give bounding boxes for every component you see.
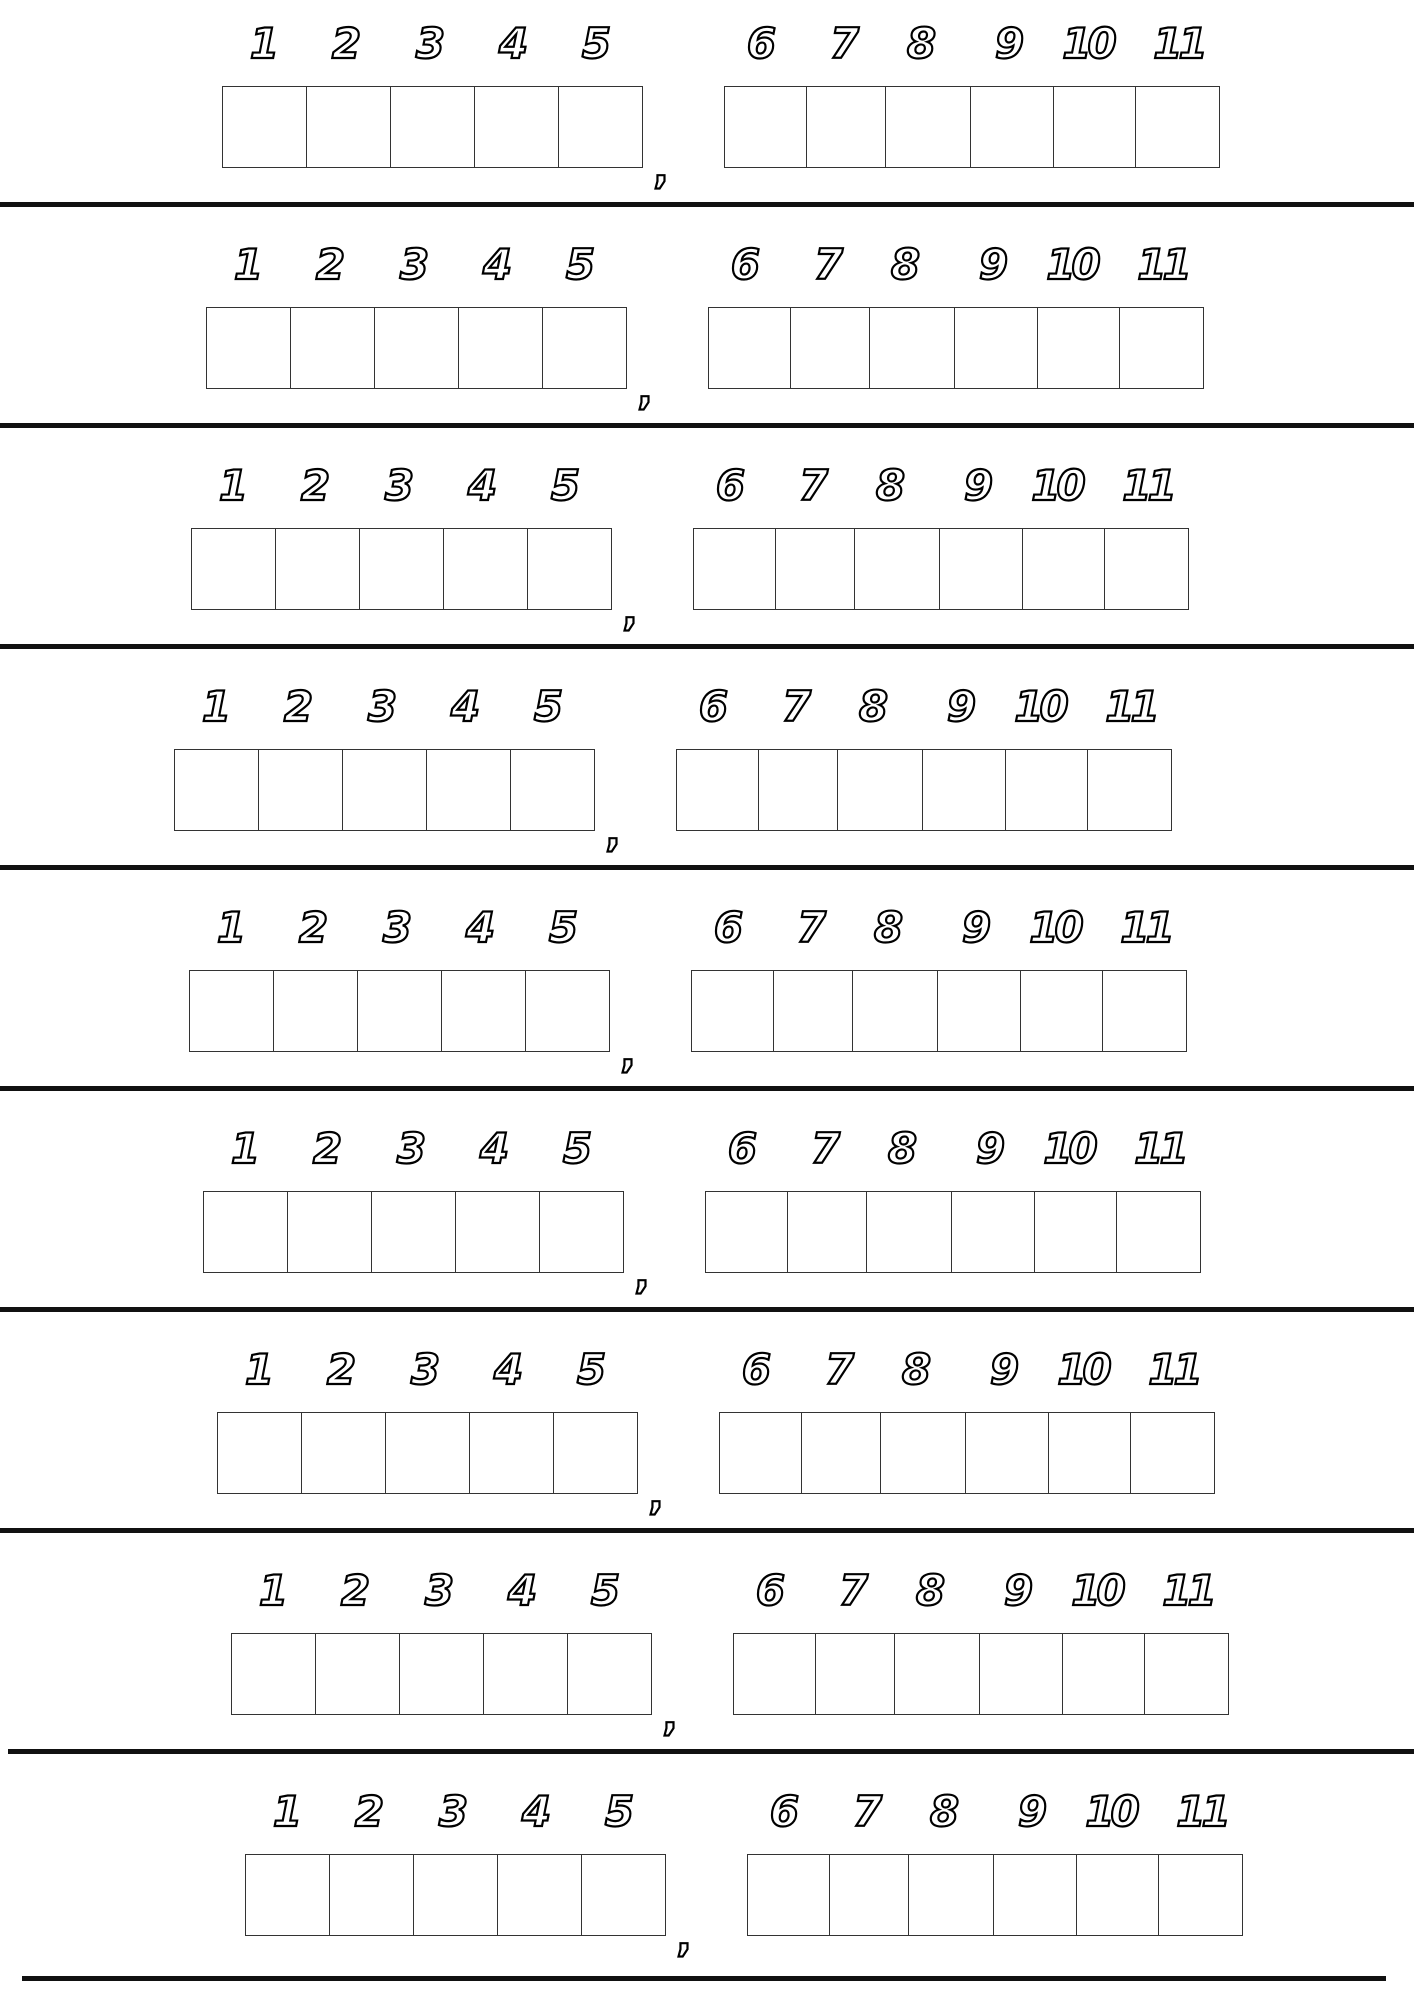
- row-separator-line: [0, 1307, 1414, 1312]
- digit-position-label: 4: [479, 1124, 508, 1173]
- digit-position-label: 11: [1176, 1787, 1227, 1836]
- row-separator-line: [0, 1086, 1414, 1091]
- digit-position-label: 10: [1046, 240, 1097, 289]
- digit-position-label: 4: [521, 1787, 550, 1836]
- digit-position-label: 8: [901, 1345, 930, 1394]
- worksheet-row: [0, 442, 1414, 663]
- digit-box[interactable]: [1144, 1633, 1229, 1715]
- digit-box[interactable]: [1102, 970, 1187, 1052]
- digit-box[interactable]: [1048, 1412, 1132, 1494]
- digit-box[interactable]: [806, 86, 887, 168]
- digit-position-label: 10: [1031, 461, 1082, 510]
- digit-box[interactable]: [1116, 1191, 1201, 1273]
- digit-position-label: 1: [216, 903, 245, 952]
- digit-position-label: 8: [887, 1124, 916, 1173]
- digit-position-label: 3: [367, 682, 396, 731]
- digit-box[interactable]: [773, 970, 854, 1052]
- digit-position-label: 2: [315, 240, 344, 289]
- digit-position-label: 1: [233, 240, 262, 289]
- digit-position-label: 10: [1071, 1566, 1122, 1615]
- digit-position-label: 5: [548, 903, 577, 952]
- digit-position-label: 11: [1134, 1124, 1185, 1173]
- digit-box[interactable]: [693, 528, 777, 610]
- digit-position-label: 1: [244, 1345, 273, 1394]
- digit-position-label: 4: [465, 903, 494, 952]
- digit-position-label: 9: [1017, 1787, 1046, 1836]
- worksheet-row: [0, 221, 1414, 442]
- digit-box[interactable]: [815, 1633, 896, 1715]
- digit-position-label: 1: [249, 19, 278, 68]
- digit-position-label: 3: [438, 1787, 467, 1836]
- digit-position-label: 6: [741, 1345, 770, 1394]
- digit-position-label: 7: [824, 1345, 853, 1394]
- digit-box[interactable]: [1135, 86, 1220, 168]
- decimal-part-group: [0, 221, 1414, 414]
- worksheet-row: [0, 1105, 1414, 1326]
- digit-box[interactable]: [951, 1191, 1036, 1273]
- digit-box[interactable]: [1119, 307, 1204, 389]
- worksheet-row: [0, 0, 1414, 221]
- decimal-part-group: [0, 884, 1414, 1077]
- digit-box[interactable]: [922, 749, 1007, 831]
- digit-position-label: 2: [300, 461, 329, 510]
- decimal-comma: ,: [676, 1915, 692, 1961]
- digit-box[interactable]: [837, 749, 924, 831]
- digit-position-label: 2: [354, 1787, 383, 1836]
- worksheet-row: [0, 1547, 1414, 1768]
- digit-box[interactable]: [1020, 970, 1104, 1052]
- digit-position-label: 11: [1137, 240, 1188, 289]
- digit-position-label: 11: [1122, 461, 1173, 510]
- decimal-part-group: [0, 1326, 1414, 1519]
- digit-box[interactable]: [854, 528, 941, 610]
- digit-box[interactable]: [954, 307, 1039, 389]
- digit-position-label: 7: [798, 461, 827, 510]
- digit-position-label: 6: [769, 1787, 798, 1836]
- digit-box[interactable]: [719, 1412, 803, 1494]
- row-separator-line: [0, 644, 1414, 649]
- digit-position-label: 2: [331, 19, 360, 68]
- digit-position-label: 7: [852, 1787, 881, 1836]
- digit-position-label: 8: [873, 903, 902, 952]
- digit-box[interactable]: [787, 1191, 868, 1273]
- decimal-comma: ,: [653, 147, 669, 193]
- digit-position-label: 4: [498, 19, 527, 68]
- digit-box[interactable]: [733, 1633, 817, 1715]
- digit-box[interactable]: [1034, 1191, 1118, 1273]
- digit-position-label: 9: [989, 1345, 1018, 1394]
- digit-position-label: 3: [384, 461, 413, 510]
- digit-box[interactable]: [1005, 749, 1089, 831]
- digit-box[interactable]: [908, 1854, 995, 1936]
- row-separator-line: [22, 1976, 1386, 1981]
- digit-box[interactable]: [937, 970, 1022, 1052]
- decimal-comma: ,: [622, 589, 638, 635]
- digit-position-label: 5: [590, 1566, 619, 1615]
- digit-position-label: 11: [1153, 19, 1204, 68]
- digit-box[interactable]: [993, 1854, 1078, 1936]
- digit-box[interactable]: [885, 86, 972, 168]
- decimal-comma: ,: [662, 1694, 678, 1740]
- digit-box[interactable]: [705, 1191, 789, 1273]
- digit-position-label: 6: [746, 19, 775, 68]
- worksheet-row: [0, 884, 1414, 1105]
- digit-position-label: 10: [1085, 1787, 1136, 1836]
- digit-position-label: 6: [698, 682, 727, 731]
- digit-position-label: 2: [326, 1345, 355, 1394]
- digit-box[interactable]: [1022, 528, 1106, 610]
- digit-box[interactable]: [880, 1412, 967, 1494]
- digit-box[interactable]: [852, 970, 939, 1052]
- decimal-comma: ,: [648, 1473, 664, 1519]
- digit-box[interactable]: [829, 1854, 910, 1936]
- digit-position-label: 5: [576, 1345, 605, 1394]
- digit-position-label: 3: [424, 1566, 453, 1615]
- digit-position-label: 7: [813, 240, 842, 289]
- worksheet-row: [0, 1768, 1414, 1989]
- digit-position-label: 8: [906, 19, 935, 68]
- decimal-comma: ,: [637, 368, 653, 414]
- digit-position-label: 6: [715, 461, 744, 510]
- digit-box[interactable]: [979, 1633, 1064, 1715]
- digit-position-label: 5: [562, 1124, 591, 1173]
- digit-position-label: 8: [915, 1566, 944, 1615]
- digit-position-label: 7: [838, 1566, 867, 1615]
- digit-box[interactable]: [866, 1191, 953, 1273]
- digit-position-label: 6: [727, 1124, 756, 1173]
- digit-position-label: 8: [890, 240, 919, 289]
- digit-position-label: 8: [875, 461, 904, 510]
- digit-position-label: 5: [533, 682, 562, 731]
- digit-box[interactable]: [1053, 86, 1137, 168]
- row-separator-line: [0, 865, 1414, 870]
- digit-position-label: 4: [467, 461, 496, 510]
- digit-position-label: 6: [730, 240, 759, 289]
- decimal-comma: ,: [634, 1252, 650, 1298]
- digit-position-label: 1: [201, 682, 230, 731]
- digit-position-label: 10: [1057, 1345, 1108, 1394]
- digit-position-label: 5: [581, 19, 610, 68]
- digit-box[interactable]: [1130, 1412, 1215, 1494]
- digit-box[interactable]: [894, 1633, 981, 1715]
- digit-position-label: 10: [1014, 682, 1065, 731]
- digit-box[interactable]: [869, 307, 956, 389]
- digit-box[interactable]: [801, 1412, 882, 1494]
- decimal-part-group: [0, 1547, 1414, 1740]
- digit-box[interactable]: [790, 307, 871, 389]
- decimal-part-group: [0, 442, 1414, 635]
- decimal-part-group: [0, 0, 1414, 193]
- digit-position-label: 6: [755, 1566, 784, 1615]
- digit-box[interactable]: [965, 1412, 1050, 1494]
- digit-position-label: 5: [565, 240, 594, 289]
- digit-position-label: 10: [1029, 903, 1080, 952]
- digit-box[interactable]: [676, 749, 760, 831]
- digit-position-label: 11: [1162, 1566, 1213, 1615]
- digit-position-label: 9: [975, 1124, 1004, 1173]
- digit-position-label: 7: [829, 19, 858, 68]
- digit-box[interactable]: [1037, 307, 1121, 389]
- digit-position-label: 11: [1148, 1345, 1199, 1394]
- worksheet-row: [0, 663, 1414, 884]
- digit-position-label: 1: [230, 1124, 259, 1173]
- digit-position-label: 2: [340, 1566, 369, 1615]
- digit-box[interactable]: [775, 528, 856, 610]
- digit-position-label: 7: [796, 903, 825, 952]
- digit-position-label: 5: [604, 1787, 633, 1836]
- row-separator-line: [0, 1528, 1414, 1533]
- digit-position-label: 1: [258, 1566, 287, 1615]
- digit-position-label: 9: [994, 19, 1023, 68]
- digit-position-label: 8: [858, 682, 887, 731]
- digit-position-label: 1: [272, 1787, 301, 1836]
- digit-position-label: 3: [399, 240, 428, 289]
- digit-position-label: 4: [482, 240, 511, 289]
- digit-box[interactable]: [747, 1854, 831, 1936]
- digit-box[interactable]: [1104, 528, 1189, 610]
- row-separator-line: [0, 423, 1414, 428]
- digit-position-label: 4: [450, 682, 479, 731]
- digit-box[interactable]: [939, 528, 1024, 610]
- digit-position-label: 4: [493, 1345, 522, 1394]
- digit-position-label: 3: [382, 903, 411, 952]
- decimal-comma: ,: [605, 810, 621, 856]
- digit-box[interactable]: [691, 970, 775, 1052]
- digit-position-label: 2: [298, 903, 327, 952]
- digit-position-label: 3: [396, 1124, 425, 1173]
- digit-position-label: 4: [507, 1566, 536, 1615]
- digit-box[interactable]: [708, 307, 792, 389]
- digit-position-label: 11: [1120, 903, 1171, 952]
- digit-box[interactable]: [758, 749, 839, 831]
- digit-position-label: 11: [1105, 682, 1156, 731]
- digit-position-label: 10: [1062, 19, 1113, 68]
- digit-position-label: 10: [1043, 1124, 1094, 1173]
- worksheet-row: [0, 1326, 1414, 1547]
- digit-position-label: 9: [963, 461, 992, 510]
- decimal-part-group: [0, 1768, 1414, 1961]
- digit-position-label: 2: [312, 1124, 341, 1173]
- decimal-part-group: [0, 663, 1414, 856]
- digit-position-label: 3: [410, 1345, 439, 1394]
- digit-box[interactable]: [1158, 1854, 1243, 1936]
- row-separator-line: [0, 202, 1414, 207]
- digit-box[interactable]: [724, 86, 808, 168]
- decimal-comma: ,: [620, 1031, 636, 1077]
- row-separator-line: [8, 1749, 1414, 1754]
- digit-box[interactable]: [1087, 749, 1172, 831]
- digit-position-label: 3: [415, 19, 444, 68]
- digit-position-label: 5: [550, 461, 579, 510]
- digit-box[interactable]: [1076, 1854, 1160, 1936]
- digit-box[interactable]: [970, 86, 1055, 168]
- digit-position-label: 9: [961, 903, 990, 952]
- digit-box[interactable]: [1062, 1633, 1146, 1715]
- digit-position-label: 8: [929, 1787, 958, 1836]
- digit-position-label: 7: [781, 682, 810, 731]
- digit-position-label: 1: [218, 461, 247, 510]
- digit-position-label: 6: [713, 903, 742, 952]
- digit-position-label: 9: [1003, 1566, 1032, 1615]
- digit-position-label: 9: [978, 240, 1007, 289]
- digit-position-label: 9: [946, 682, 975, 731]
- digit-position-label: 2: [283, 682, 312, 731]
- digit-position-label: 7: [810, 1124, 839, 1173]
- decimal-part-group: [0, 1105, 1414, 1298]
